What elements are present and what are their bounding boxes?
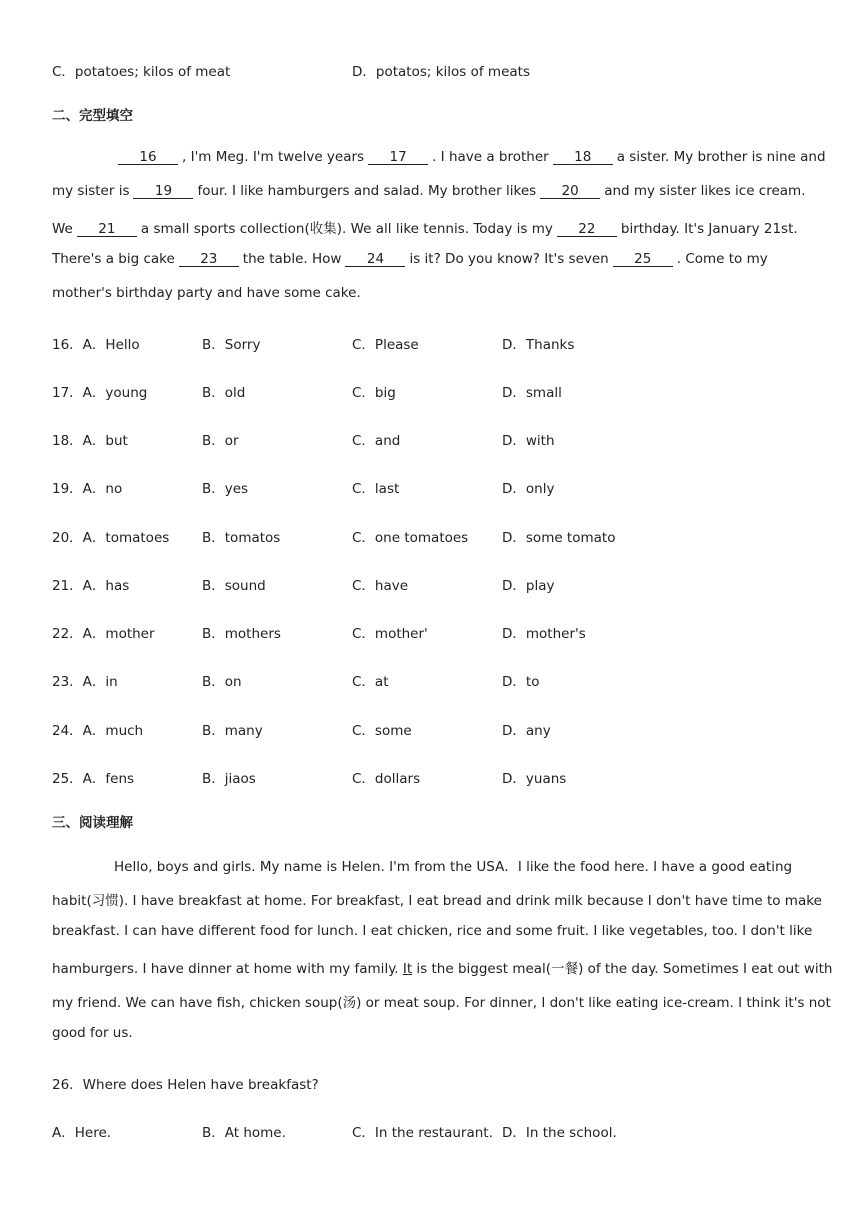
option-b: B．or [202,433,239,449]
option-d: D．In the school. [502,1125,617,1141]
option-c: C．In the restaurant. [352,1125,493,1141]
option-a: 22．A．mother [52,626,155,642]
option-d: D．play [502,578,555,594]
cloze-line-3 [52,217,798,237]
blank-22: 22 [557,222,617,237]
option-a: 25．A．fens [52,771,135,787]
text: . I have a brother [432,149,549,165]
option-a: 18．A．but [52,433,128,449]
option-c: C．dollars [352,771,421,787]
option-c: C．last [352,481,400,497]
section-title-cloze: 二、完型填空 [52,108,133,124]
option-a: 19．A．no [52,481,123,497]
option-d: D．to [502,674,540,690]
option-a: 21．A．has [52,578,130,594]
option-b: B．Sorry [202,337,261,353]
text: hamburgers. I have dinner at home with my family. [52,961,399,977]
blank-24: 24 [345,252,405,267]
text: There's a big cake [52,251,175,267]
cloze-line-1 [114,149,826,165]
option-a: 20．A．tomatoes [52,530,170,546]
text: birthday. It's January 21st. [620,221,798,237]
option-b: B．sound [202,578,266,594]
cloze-line-4 [52,251,768,267]
option-c: C．one tomatoes [352,530,469,546]
option-a: 24．A．much [52,723,144,739]
text: is it? Do you know? It's seven [409,251,609,267]
option-d: D．yuans [502,771,567,787]
option-c: C．Please [352,337,419,353]
reading-line-4 [52,957,832,977]
option-b: B．tomatos [202,530,281,546]
blank-25: 25 [613,252,673,267]
option-d: D．only [502,481,555,497]
option-c: C．mother' [352,626,428,642]
question-26-stem: 26．Where does Helen have breakfast? [52,1077,319,1093]
text: a sister. My brother is nine and [616,149,826,165]
underlined-word: It [402,961,413,977]
blank-21: 21 [77,222,137,237]
option-d: D．some tomato [502,530,616,546]
option-b: B．jiaos [202,771,256,787]
text: a small sports collection(收集). We all like tennis. Today is my [140,221,553,237]
option-d: D．with [502,433,555,449]
option-a: 16．A．Hello [52,337,140,353]
option-c: C．and [352,433,401,449]
cloze-line-2 [52,183,806,199]
text: my sister is [52,183,130,199]
text: and my sister likes ice cream. [604,183,806,199]
option-b: B．on [202,674,242,690]
option-a: A．Here. [52,1125,112,1141]
option-b: B．yes [202,481,249,497]
text: is the biggest meal(一餐) of the day. Sometimes I eat out with [416,961,833,977]
option-d: D．potatos; kilos of meats [352,64,530,80]
reading-line-3: breakfast. I can have different food for lunch. I eat chicken, rice and some fruit. I like vegetables, too. I don't like [52,923,813,939]
reading-line-1: Hello, boys and girls. My name is Helen. I'm from the USA．I like the food here. I have a good eating [114,859,793,875]
reading-line-2: habit(习惯). I have breakfast at home. For breakfast, I eat bread and drink milk because I don't have time to make [52,893,822,909]
option-c: C．big [352,385,396,401]
option-b: B．many [202,723,263,739]
blank-16: 16 [118,150,178,165]
option-b: B．At home. [202,1125,286,1141]
option-d: D．Thanks [502,337,575,353]
blank-23: 23 [179,252,239,267]
option-b: B．mothers [202,626,281,642]
text: . Come to my [676,251,768,267]
cloze-line-5: mother's birthday party and have some cake. [52,285,361,301]
blank-19: 19 [133,184,193,199]
option-c: C．some [352,723,412,739]
reading-line-6: good for us. [52,1025,133,1041]
option-d: D．small [502,385,562,401]
option-c: C．at [352,674,389,690]
reading-line-5: my friend. We can have fish, chicken soup(汤) or meat soup. For dinner, I don't like eating ice-cream. I think it's not [52,995,831,1011]
blank-17: 17 [368,150,428,165]
section-title-reading: 三、阅读理解 [52,815,133,831]
option-c: C．potatoes; kilos of meat [52,64,231,80]
option-d: D．mother's [502,626,586,642]
blank-18: 18 [553,150,613,165]
text: We [52,221,73,237]
option-c: C．have [352,578,409,594]
option-d: D．any [502,723,551,739]
text: , I'm Meg. I'm twelve years [182,149,365,165]
text: the table. How [242,251,342,267]
text: four. I like hamburgers and salad. My brother likes [197,183,537,199]
option-a: 17．A．young [52,385,148,401]
option-a: 23．A．in [52,674,118,690]
blank-20: 20 [540,184,600,199]
option-b: B．old [202,385,246,401]
